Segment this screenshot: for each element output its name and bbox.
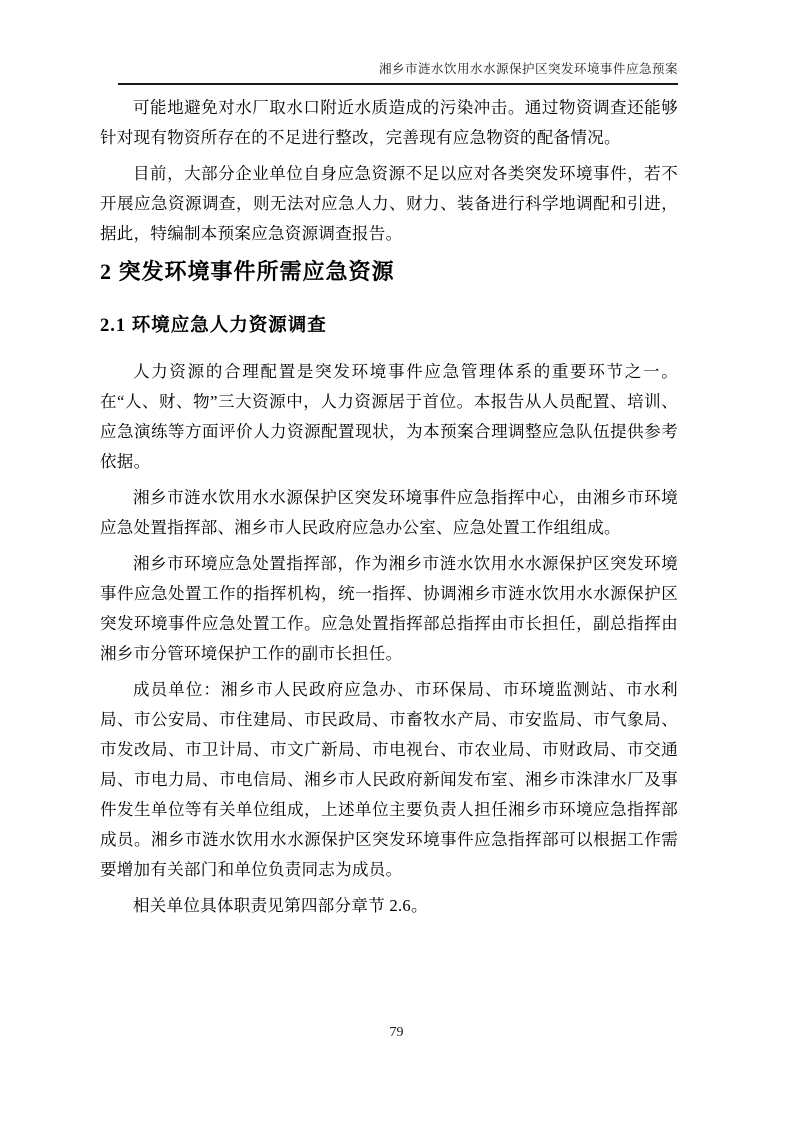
- paragraph-pollution-impact: 可能地避免对水厂取水口附近水质造成的污染冲击。通过物资调查还能够针对现有物资所存在的不足进行整改，完善现有应急物资的配备情况。: [100, 98, 678, 147]
- paragraph-member-units: 成员单位：湘乡市人民政府应急办、市环保局、市环境监测站、市水利局、市公安局、市住建局、市民政局、市畜牧水产局、市安监局、市气象局、市发改局、市卫计局、市文广新局、市电视台、市农业局、市财政局、市交通局、市电力局、市电信局、湘乡市人民政府新闻发布室、湘乡市洙津水厂及事件发生单位等有关单位组成，上述单位主要负责人担任湘乡市环境应急指挥部成员。湘乡市涟水饮用水水源保护区突发环境事件应急指挥部可以根据工作需要增加有关部门和单位负责同志为成员。: [100, 680, 678, 879]
- section-heading-2: 2 突发环境事件所需应急资源: [100, 259, 395, 284]
- subsection-heading-2-1: 2.1 环境应急人力资源调查: [100, 316, 327, 336]
- paragraph-command-department-duties: 湘乡市环境应急处置指挥部，作为湘乡市涟水饮用水水源保护区突发环境事件应急处置工作的指挥机构，统一指挥、协调湘乡市涟水饮用水水源保护区突发环境事件应急处置工作。应急处置指挥部总指挥由市长担任，副总指挥由湘乡市分管环境保护工作的副市长担任。: [100, 554, 678, 663]
- running-header: [100, 58, 678, 80]
- paragraph-command-center-composition: 湘乡市涟水饮用水水源保护区突发环境事件应急指挥中心，由湘乡市环境应急处置指挥部、湘乡市人民政府应急办公室、应急处置工作组组成。: [100, 488, 678, 537]
- paragraph-related-duties-reference: 相关单位具体职责见第四部分章节 2.6。: [133, 896, 428, 915]
- document-content: [100, 85, 678, 921]
- paragraph-resource-survey-purpose: 目前，大部分企业单位自身应急资源不足以应对各类突发环境事件，若不开展应急资源调查，则无法对应急人力、财力、装备进行科学地调配和引进，据此，特编制本预案应急资源调查报告。: [100, 164, 678, 243]
- running-header-title: 湘乡市涟水饮用水水源保护区突发环境事件应急预案: [378, 62, 678, 76]
- page-number: 79: [389, 1025, 404, 1040]
- paragraph-hr-allocation: 人力资源的合理配置是突发环境事件应急管理体系的重要环节之一。在“人、财、物”三大资源中，人力资源居于首位。本报告从人员配置、培训、应急演练等方面评价人力资源配置现状，为本预案合理调整应急队伍提供参考依据。: [100, 362, 678, 471]
